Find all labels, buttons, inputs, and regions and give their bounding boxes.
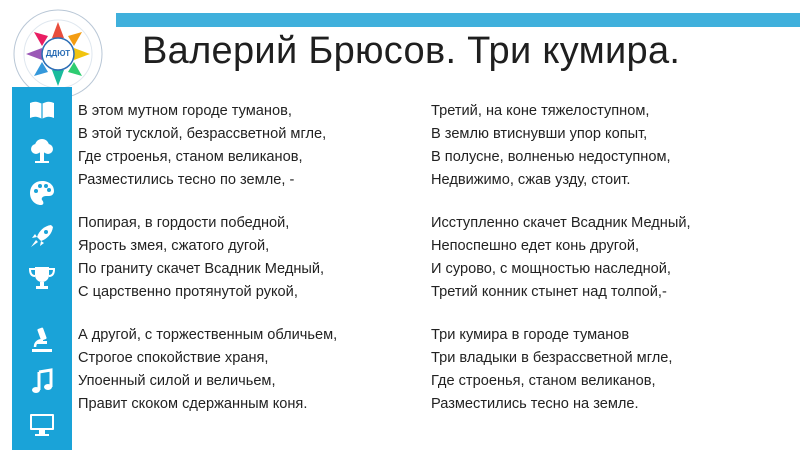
sidebar [12,87,72,450]
poem-line: Строгое спокойствие храня, [78,350,269,366]
poem-line: Третий конник стынет над толпой,- [431,284,667,300]
poem-line: Ярость змея, сжатого дугой, [78,238,270,254]
computer-icon [27,409,57,439]
poem-right-column [431,100,691,416]
header-accent-bar [116,13,800,27]
logo-center-text: ДДЮТ [45,49,71,58]
poem-line: По граниту скачет Всадник Медный, [78,261,325,277]
tree-icon [27,136,57,166]
page-title: Валерий Брюсов. Три кумира. [142,30,681,72]
poem-line: Исступленно скачет Всадник Медный, [431,215,691,231]
poem-line: Разместились тесно на земле. [431,396,639,412]
poem-line: А другой, с торжественным обличьем, [78,327,338,343]
poem-line: В полусне, волненью недоступном, [431,149,671,165]
poem-line: В землю втиснувши упор копыт, [431,126,648,142]
trophy-icon [27,263,57,293]
poem-line: Упоенный силой и величьем, [78,373,276,389]
music-note-icon [27,367,57,397]
poem-line: Три владыки в безрассветной мгле, [431,350,673,366]
poem-line: Правит скоком сдержанным коня. [78,396,308,412]
poem-line: В этой тусклой, безрассветной мгле, [78,126,327,142]
palette-icon [27,178,57,208]
poem-line: Где строенья, станом великанов, [431,373,656,389]
poem-line: Третий, на коне тяжелоступном, [431,103,650,119]
poem-line: Непоспешно едет конь другой, [431,238,640,254]
poem-line: Недвижимо, сжав узду, стоит. [431,172,631,188]
poem-line: С царственно протянутой рукой, [78,284,298,300]
microscope-icon [27,325,57,355]
poem-line: Попирая, в гордости победной, [78,215,290,231]
poem-left-column [78,100,337,416]
poem-line: Разместились тесно по земле, - [78,172,295,188]
poem-line: И сурово, с мощностью наследной, [431,261,671,277]
poem-line: В этом мутном городе туманов, [78,103,292,119]
book-icon [27,95,57,125]
poem-line: Три кумира в городе туманов [431,327,630,343]
rocket-icon [27,221,57,251]
poem-line: Где строенья, станом великанов, [78,149,303,165]
